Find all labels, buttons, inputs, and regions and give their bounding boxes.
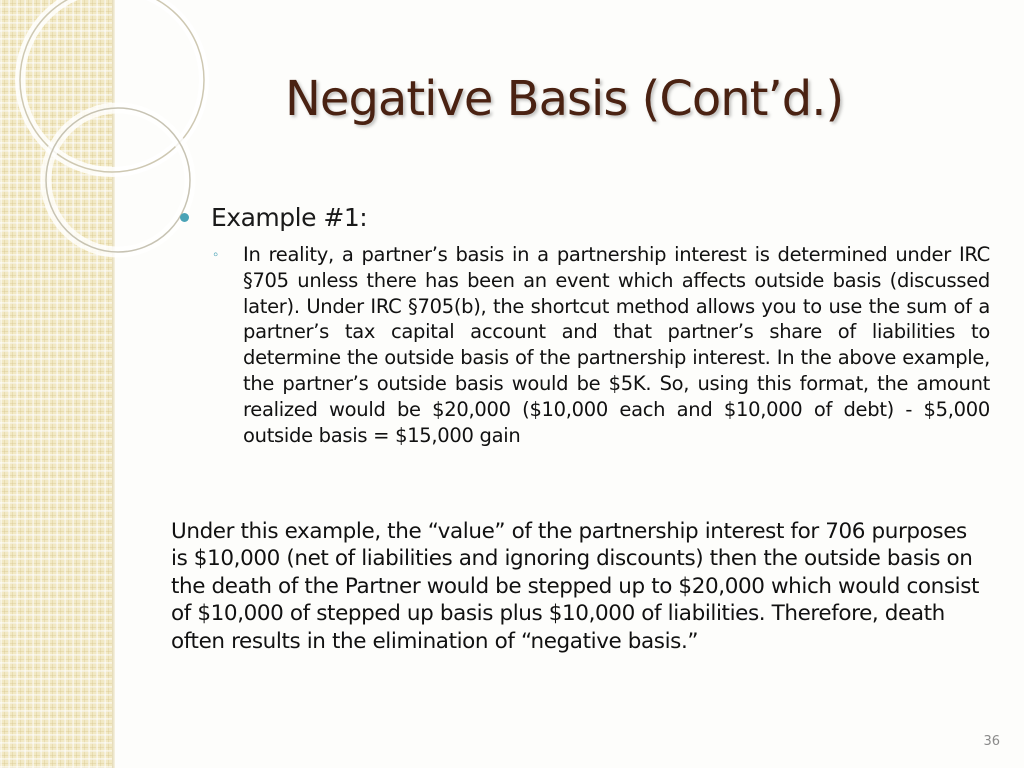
sidebar-edge [112, 0, 115, 768]
bullet-level2-text: In reality, a partner’s basis in a partnership interest is determined under IRC §705 unless there has been an event which affects outside basis (discussed later). Under IRC §705(b), the shortcut method allows you to use the sum of a partner’s tax capital account and that partner’s share of liabilities to determine the outside basis of the partnership interest. In the above example, the partner’s outside basis would be $5K. So, using this format, the amount realized would be $20,000 ($10,000 each and $10,000 of debt) - $5,000 outside basis = $15,000 gain [243, 243, 990, 447]
bullet-level2 [213, 242, 990, 448]
bullet-level1-text: Example #1: [211, 202, 368, 232]
bullet-level1 [180, 201, 367, 233]
summary-paragraph: Under this example, the “value” of the partnership interest for 706 purposes is $10,000 (net of liabilities and ignoring discounts) then the outside basis on the death of the Partner would be stepped up to $20,000 which would consist of $10,000 of stepped up basis plus $10,000 of liabilities. Therefore, death often results in the elimination of “negative basis.” [171, 519, 980, 654]
slide-title: Negative Basis (Cont’d.) [285, 71, 844, 127]
decorative-sidebar [0, 0, 112, 768]
page-number: 36 [983, 734, 1000, 749]
bullet-dot-icon [180, 213, 189, 222]
sub-bullet-circle-icon: ◦ [213, 246, 219, 263]
